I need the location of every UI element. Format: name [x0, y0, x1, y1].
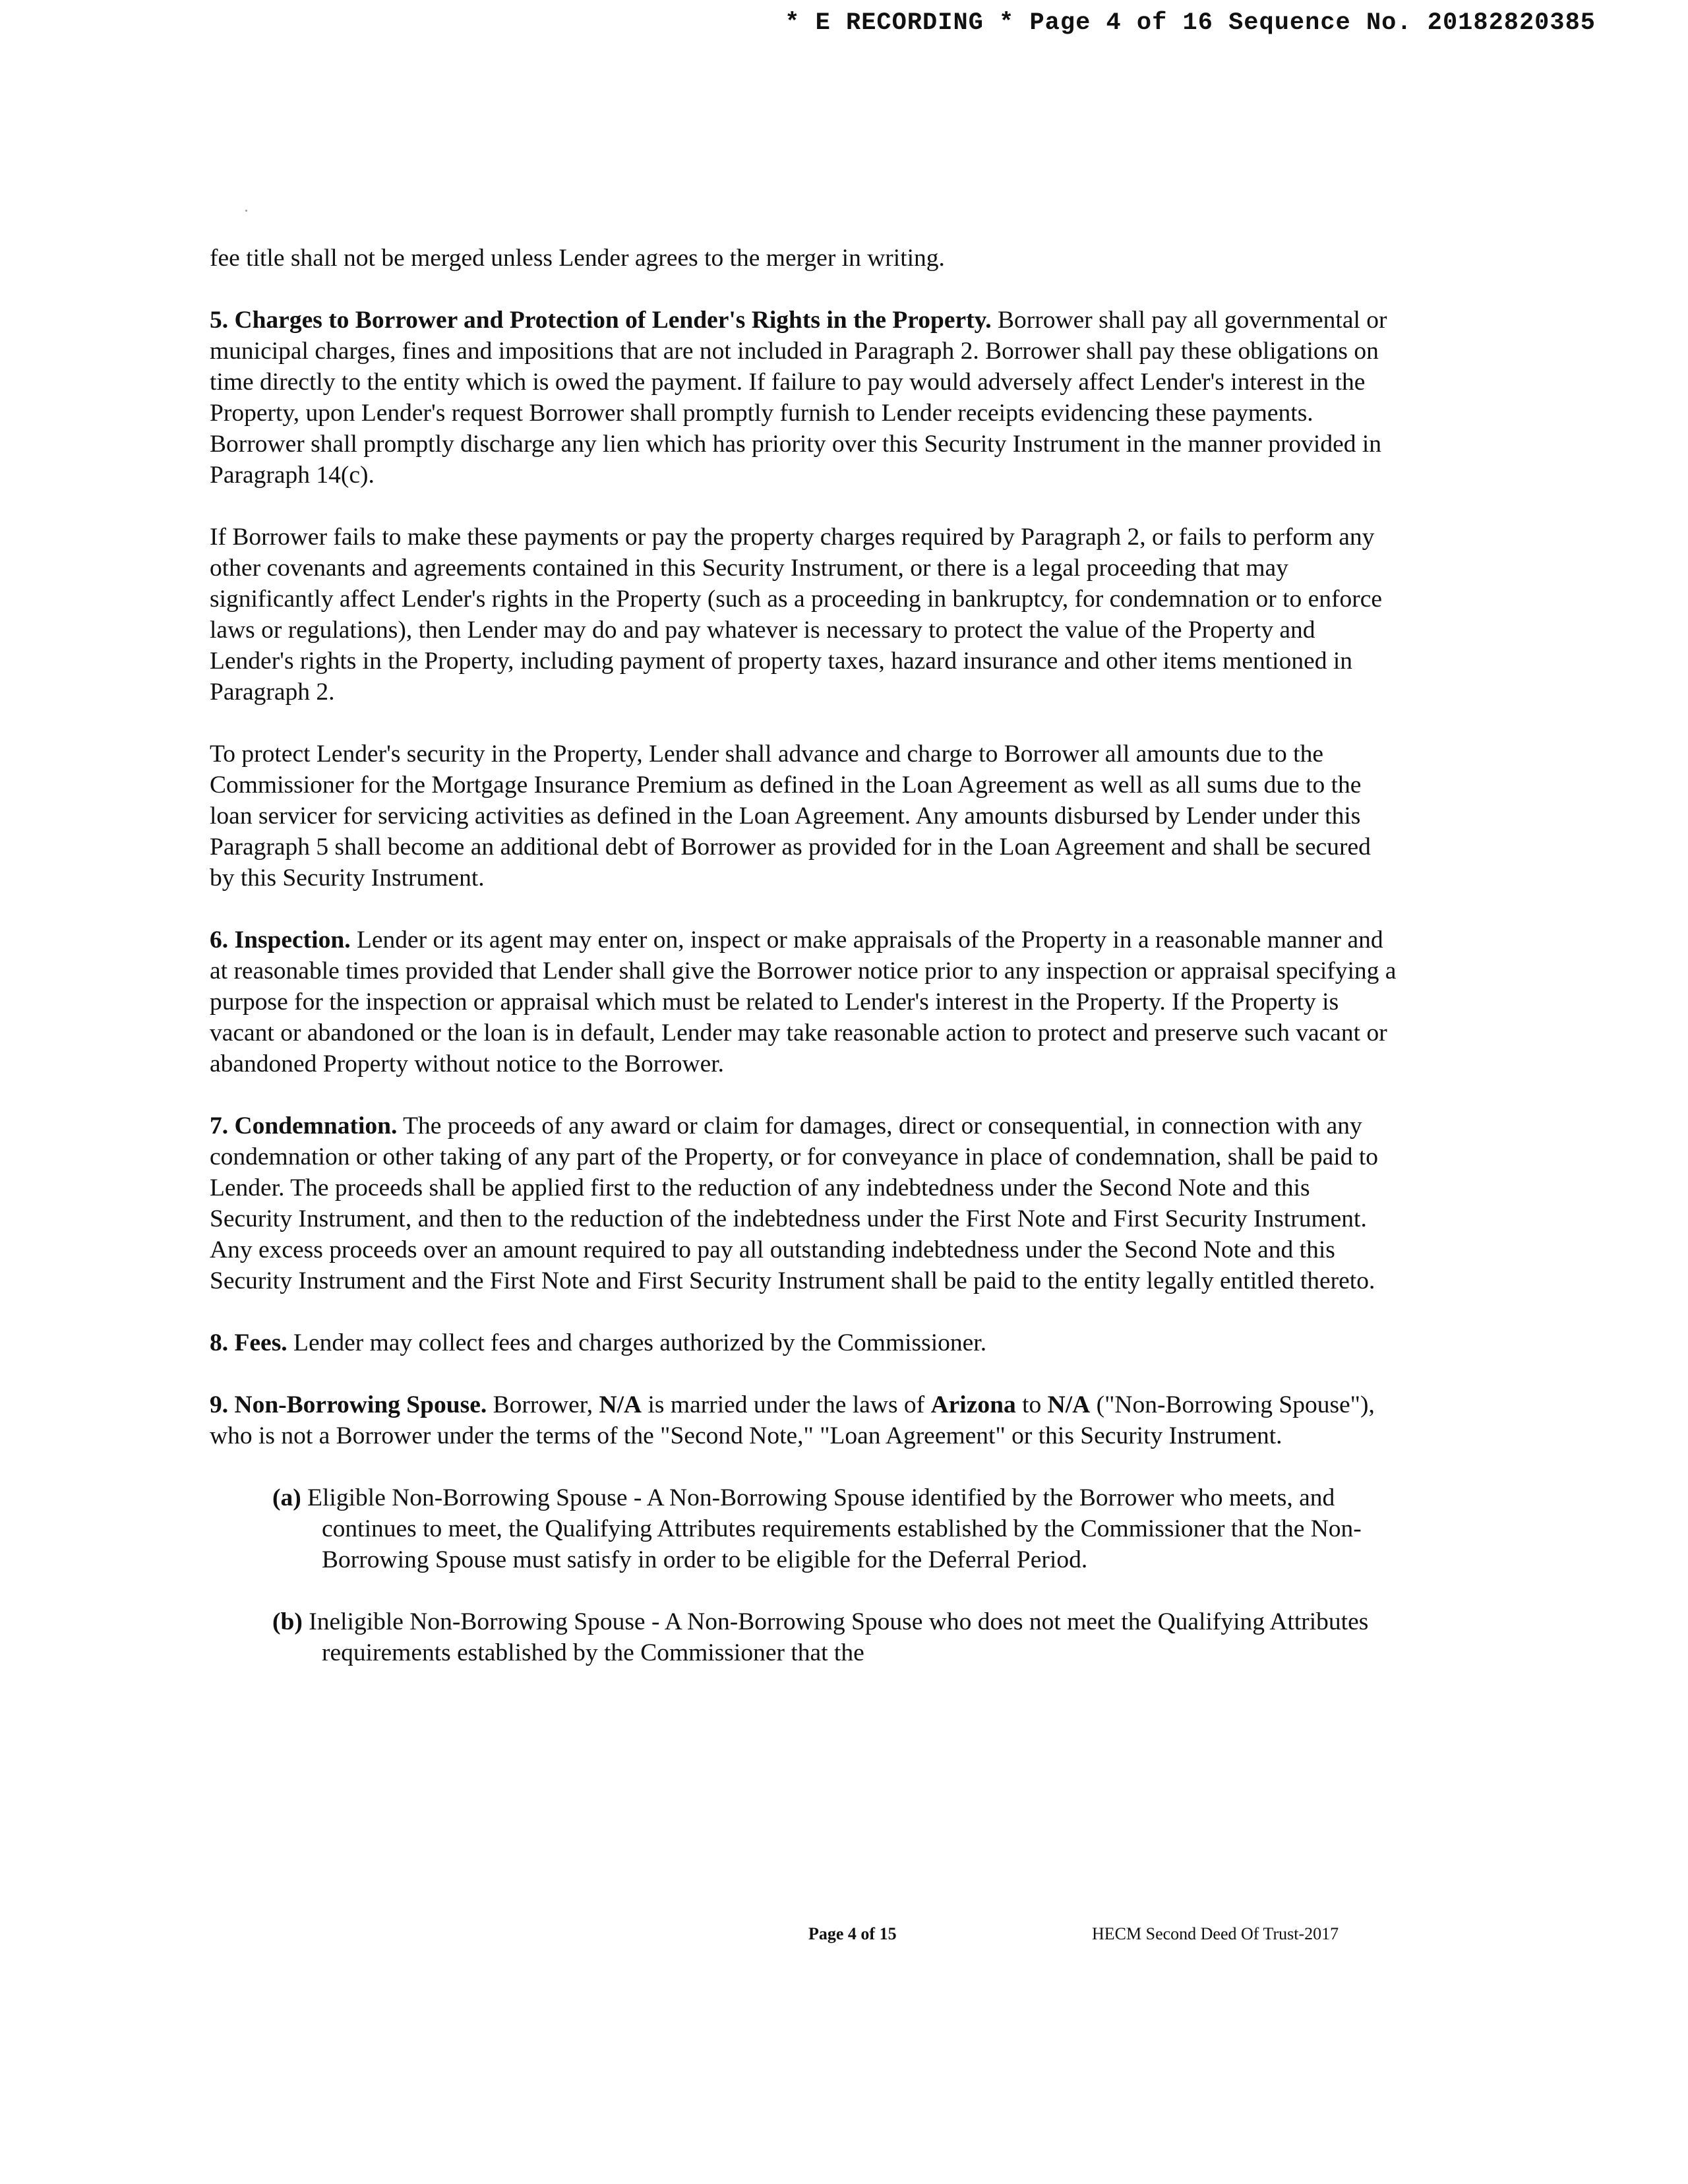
paragraph-8 [210, 1327, 1397, 1358]
paragraph-5 [210, 305, 1397, 491]
page-footer [0, 1924, 1688, 1951]
paragraph-5-third: To protect Lender's security in the Property, Lender shall advance and charge to Borrower all amounts due to the Commissioner for the Mortgage Insurance Premium as defined in the Loan Agreement as well as all sums due to the loan servicer for servicing activities as defined in the Loan Agreement. Any amounts disbursed by Lender under this Paragraph 5 shall become an additional debt of Borrower as provided for in the Loan Agreement and shall be secured by this Security Instrument. [210, 741, 1371, 892]
paragraph-8-heading: 8. Fees. [210, 1329, 287, 1356]
paragraph-5-second: If Borrower fails to make these payments or pay the property charges required by Paragraph 2, or fails to perform any other covenants and agreements contained in this Security Instrument, or there is a legal proceeding that may significantly affect Lender's rights in the Property (such as a proceeding in bankruptcy, for condemnation or to enforce laws or regulations), then Lender may do and pay whatever is necessary to protect the value of the Property and Lender's rights in the Property, including payment of property taxes, hazard insurance and other items mentioned in Paragraph 2. [210, 524, 1383, 706]
state-name: Arizona [930, 1391, 1016, 1418]
paragraph-9b-text: Ineligible Non-Borrowing Spouse - A Non-Borrowing Spouse who does not meet the Qualifying Attributes requirements established by the Commissioner that the [302, 1608, 1369, 1666]
paragraph-6-text: Lender or its agent may enter on, inspect or make appraisals of the Property in a reasonable manner and at reasonable times provided that Lender shall give the Borrower notice prior to any inspection or appraisal specifying a purpose for the inspection or appraisal which must be related to Lender's interest in the Property. If the Property is vacant or abandoned or the loan is in default, Lender may take reasonable action to protect and preserve such vacant or abandoned Property without notice to the Borrower. [210, 926, 1397, 1077]
spouse-name: N/A [1047, 1391, 1091, 1418]
footer-page-number: Page 4 of 15 [808, 1924, 897, 1943]
borrower-name: N/A [599, 1391, 642, 1418]
paragraph-5-text: Borrower shall pay all governmental or municipal charges, fines and impositions that are not included in Paragraph 2. Borrower shall pay these obligations on time directly to the entity which is owed the payment. If failure to pay would adversely affect Lender's interest in the Property, upon Lender's request Borrower shall promptly furnish to Lender receipts evidencing these payments. Borrower shall promptly discharge any lien which has priority over this Security Instrument in the manner provided in Paragraph 14(c). [210, 307, 1387, 489]
paragraph-9: 9. Non-Borrowing Spouse. Borrower, N/A is married under the laws of Arizona to N/A ("Non-Borrowing Spouse"), who is not a Borrower under the terms of the "Second Note," "Loan Agreement" or this Security Instrument. [210, 1391, 1375, 1449]
recording-stamp: * E RECORDING * Page 4 of 16 Sequence No. 20182820385 [785, 9, 1596, 37]
paragraph-7-heading: 7. Condemnation. [210, 1112, 398, 1139]
paragraph-7-text: The proceeds of any award or claim for damages, direct or consequential, in connection with any condemnation or other taking of any part of the Property, or for conveyance in place of condemnation, shall be paid to Lender. The proceeds shall be applied first to the reduction of any indebtedness under the Second Note and this Security Instrument, and then to the reduction of the indebtedness under the First Note and First Security Instrument. Any excess proceeds over an amount required to pay all outstanding indebtedness under the Second Note and this Security Instrument and the First Note and First Security Instrument shall be paid to the entity legally entitled thereto. [210, 1112, 1378, 1294]
paragraph-9-heading: 9. Non-Borrowing Spouse. [210, 1391, 487, 1418]
paragraph-6 [210, 925, 1397, 1079]
paragraph-9b-label: (b) [272, 1608, 303, 1635]
paragraph-6-heading: 6. Inspection. [210, 926, 351, 954]
paragraph-9a-text: Eligible Non-Borrowing Spouse - A Non-Borrowing Spouse identified by the Borrower who meets, and continues to meet, the Qualifying Attributes requirements established by the Commissioner that the Non-Borrowing Spouse must satisfy in order to be eligible for the Deferral Period. [301, 1484, 1362, 1573]
paragraph-8-text: Lender may collect fees and charges authorized by the Commissioner. [287, 1329, 987, 1356]
scan-speck [245, 210, 247, 212]
paragraph-7 [210, 1110, 1397, 1296]
paragraph-9a-label: (a) [272, 1484, 301, 1511]
paragraph-9b [210, 1606, 1397, 1668]
paragraph-9a [210, 1482, 1397, 1575]
footer-document-id: HECM Second Deed Of Trust-2017 [1092, 1924, 1339, 1943]
paragraph-continuation: fee title shall not be merged unless Lender agrees to the merger in writing. [210, 245, 945, 272]
paragraph-5-heading: 5. Charges to Borrower and Protection of Lender's Rights in the Property. [210, 307, 992, 334]
document-body [210, 243, 1397, 1699]
